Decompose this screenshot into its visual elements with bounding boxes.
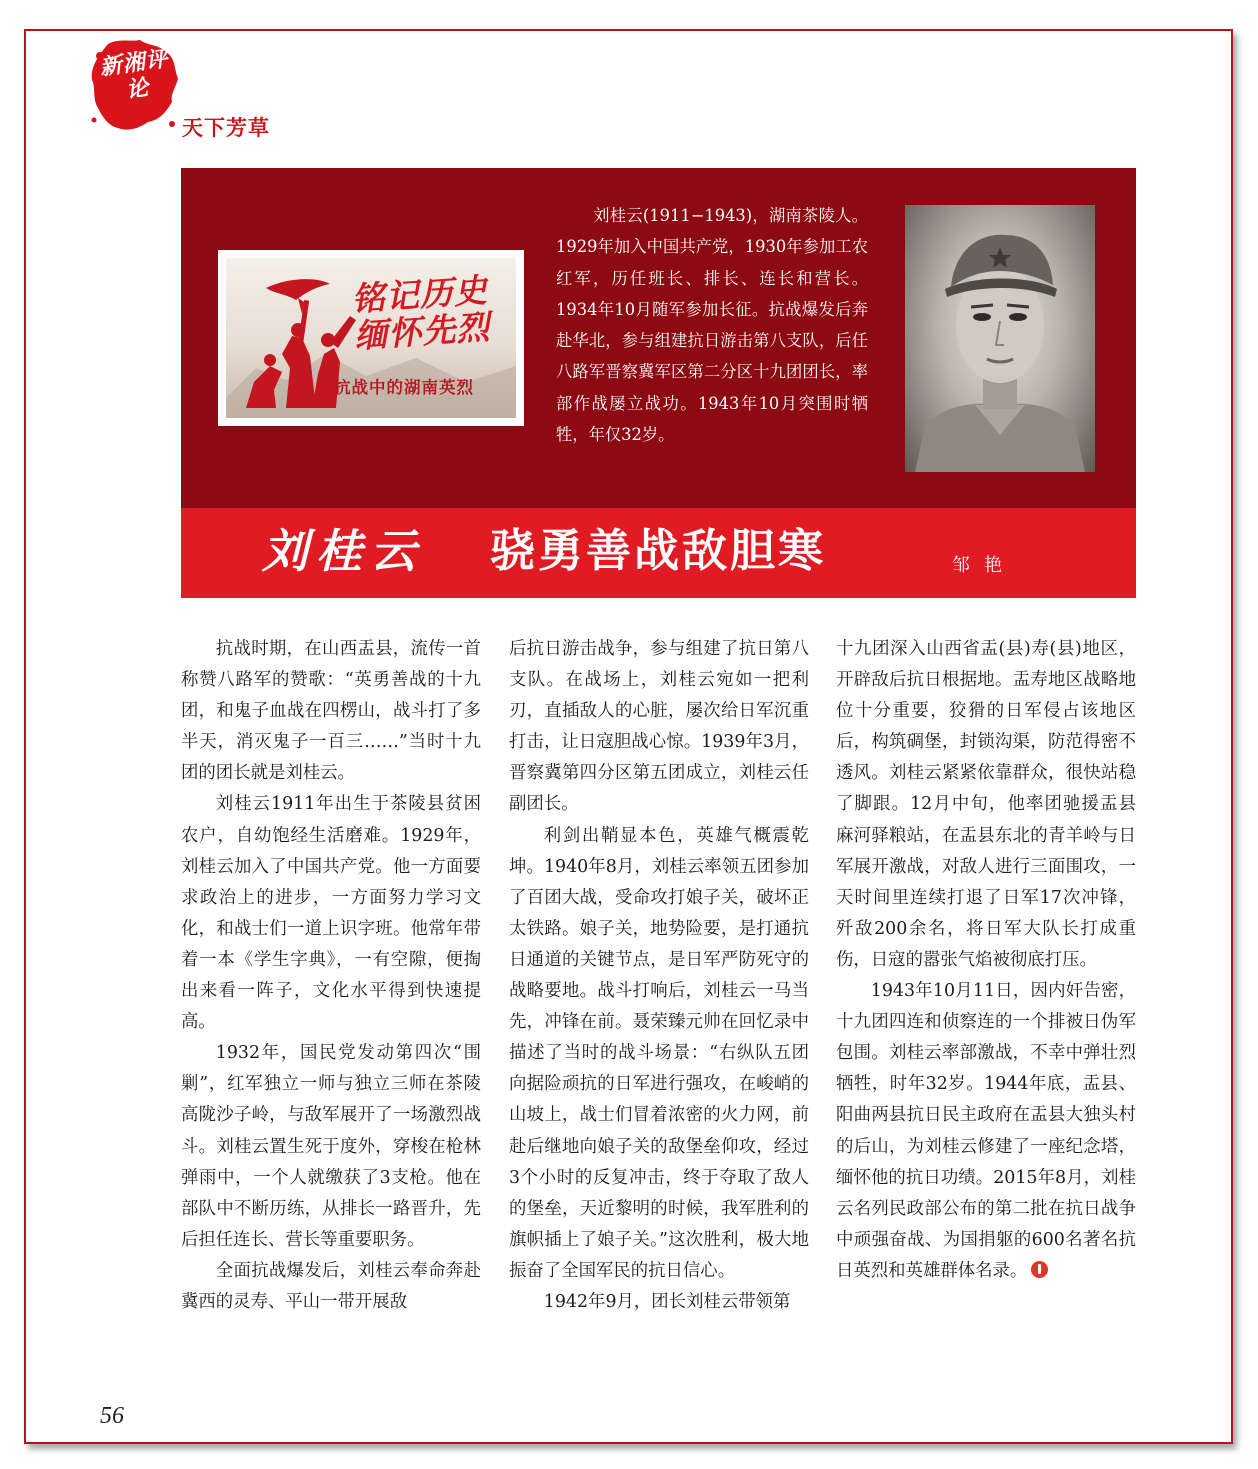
article-headline: 骁勇善战敌胆寒 — [490, 524, 827, 577]
masthead-logo-text: 新湘评论 — [98, 45, 171, 104]
paragraph: 抗战时期，在山西盂县，流传一首称赞八路军的赞歌：“英勇善战的十九团，和鬼子血战在四楞山，战斗打了多半天，消灭鬼子一百三……”当时十九团的团长就是刘桂云。 — [181, 639, 481, 784]
hero-name: 刘桂云 — [262, 524, 424, 578]
column-name: 天下芳草 — [182, 116, 270, 140]
paragraph: 1943年10月11日，因内奸告密，十九团四连和侦察连的一个排被日伪军包围。刘桂云率部激战，不幸中弹壮烈牺牲，时年32岁。1944年底，盂县、阳曲两县抗日民主政府在盂县大独头村的后山，为刘桂云修建了一座纪念塔，缅怀他的抗日功绩。2015年8月，刘桂云名列民政部公布的第二批在抗日战争中顽强奋战、为国捐躯的600名著名抗日英烈和英雄群体名录。 — [836, 981, 1136, 1281]
stamp-subtitle: 抗战中的湖南英烈 — [334, 378, 474, 397]
paragraph: 1932年，国民党发动第四次“围剿”，红军独立一师与独立三师在茶陵高陇沙子岭，与敌军展开了一场激烈战斗。刘桂云置生死于度外，穿梭在枪林弹雨中，一个人就缴获了3支枪。他在部队中不断历练，从排长一路晋升，先后担任连长、营长等重要职务。 — [181, 1043, 481, 1250]
paragraph: 十九团深入山西省盂(县)寿(县)地区，开辟敌后抗日根据地。盂寿地区战略地位十分重要，狡猾的日军侵占该地区后，构筑碉堡，封锁沟渠，防范得密不透风。刘桂云紧紧依靠群众，很快站稳了脚跟。12月中旬，他率团驰援盂县麻河驿粮站，在盂县东北的青羊岭与日军展开激战，对敌人进行三面围攻，一天时间里连续打退了日军17次冲锋，歼敌200余名，将日军大队长打成重伤，日寇的嚣张气焰被彻底打压。 — [836, 639, 1136, 970]
portrait-figure-icon — [905, 205, 1095, 472]
end-mark-icon — [1031, 1261, 1048, 1278]
article-column-3 — [836, 634, 1136, 1287]
paragraph: 全面抗战爆发后，刘桂云奉命奔赴冀西的灵寿、平山一带开展敌 — [181, 1260, 481, 1312]
article-column-1 — [181, 634, 481, 1318]
paragraph: 利剑出鞘显本色，英雄气概震乾坤。1940年8月，刘桂云率领五团参加了百团大战，受命攻打娘子关，破坏正太铁路。娘子关，地势险要，是打通抗日通道的关键节点，是日军严防死守的战略要地。战斗打响后，刘桂云一马当先，冲锋在前。聂荣臻元帅在回忆录中描述了当时的战斗场景：“右纵队五团向据险顽抗的日军进行强攻，在峻峭的山坡上，战士们冒着浓密的火力网，前赴后继地向娘子关的敌堡垒仰攻，经过3个小时的反复冲击，终于夺取了敌人的堡垒，天近黎明的时候，我军胜利的旗帜插上了娘子关。”这次胜利，极大地振奋了全国军民的抗日信心。 — [509, 825, 809, 1281]
portrait-photo — [905, 205, 1095, 472]
page-number: 56 — [100, 1403, 124, 1429]
paragraph: 刘桂云1911年出生于茶陵县贫困农户，自幼饱经生活磨难。1929年，刘桂云加入了中国共产党。他一方面要求政治上的进步，一方面努力学习文化，和战士们一道上识字班。他常年带着一本《学生字典》，一有空隙，便掏出来看一阵子，文化水平得到快速提高。 — [181, 794, 481, 1033]
paragraph: 后抗日游击战争，参与组建了抗日第八支队。在战场上，刘桂云宛如一把利刃，直插敌人的心脏，屡次给日军沉重打击，让日寇胆战心惊。1939年3月，晋察冀第四分区第五团成立，刘桂云任副团长。 — [509, 639, 809, 815]
series-stamp — [218, 250, 524, 426]
bio-summary: 刘桂云(1911−1943)，湖南茶陵人。1929年加入中国共产党，1930年参加工农红军，历任班长、排长、连长和营长。1934年10月随军参加长征。抗战爆发后奔赴华北，参与组建抗日游击第八支队，后任八路军晋察冀军区第二分区十九团团长，率部作战屡立战功。1943年10月突围时牺牲，年仅32岁。 — [556, 206, 868, 445]
paragraph: 1942年9月，团长刘桂云带领第 — [543, 1291, 791, 1312]
stamp-title: 铭记历史 缅怀先烈 — [350, 270, 492, 356]
author-byline: 邹艳 — [952, 555, 1016, 576]
article-column-2 — [509, 634, 809, 1318]
